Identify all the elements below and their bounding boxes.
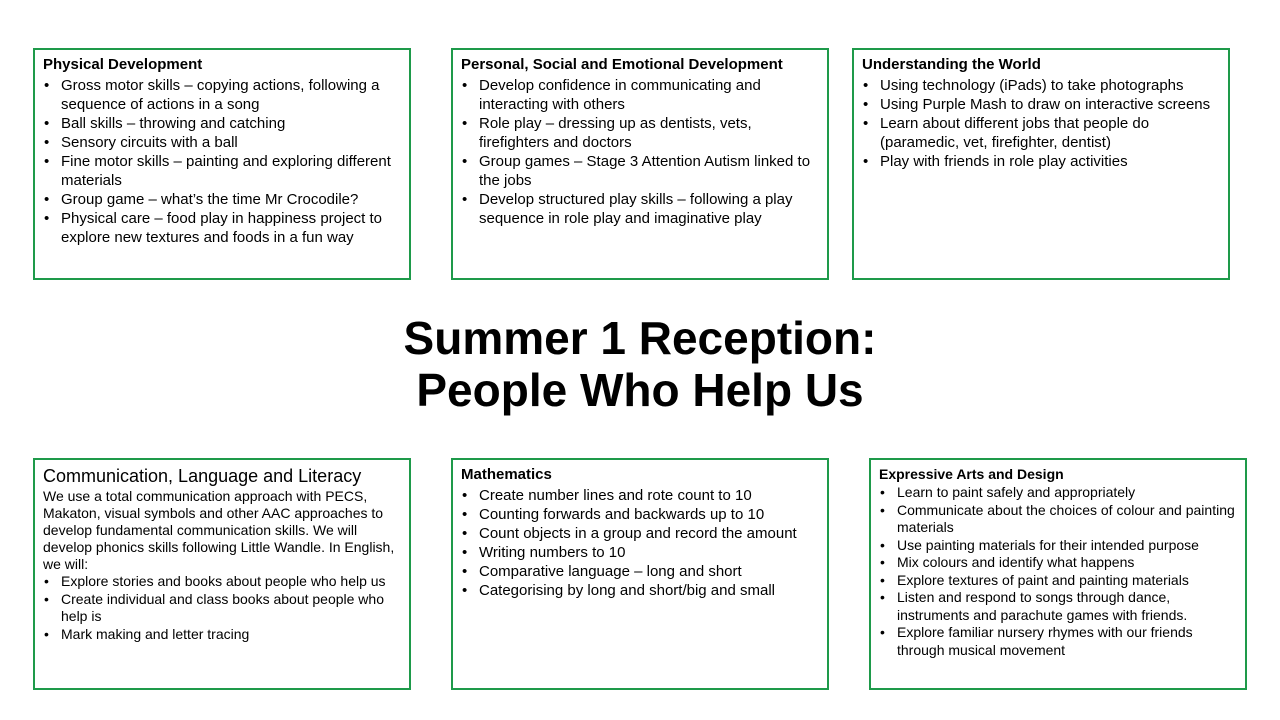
list-item: • Explore textures of paint and painting materials [879,572,1237,590]
list-item: • Create individual and class books about people who help is [43,591,401,626]
list-item: • Using technology (iPads) to take photographs [862,76,1220,95]
list-item: • Learn about different jobs that people do (paramedic, vet, firefighter, dentist) [862,114,1220,152]
physical-development-list [43,76,401,247]
mathematics-box [451,458,829,690]
understanding-world-heading: Understanding the World [862,56,1041,73]
cll-heading: Communication, Language and Literacy [43,466,362,486]
list-item: • Count objects in a group and record the amount [461,524,819,543]
list-item: • Ball skills – throwing and catching [43,114,401,133]
list-item: • Mix colours and identify what happens [879,554,1237,572]
list-item: • Sensory circuits with a ball [43,133,401,152]
mathematics-heading: Mathematics [461,466,552,483]
list-item: • Create number lines and rote count to 10 [461,486,819,505]
list-item: • Fine motor skills – painting and exploring different materials [43,152,401,190]
list-item: • Communicate about the choices of colour and painting materials [879,502,1237,537]
mathematics-list [461,486,819,600]
list-item: • Group game – what’s the time Mr Crocodile? [43,190,401,209]
psed-list [461,76,819,228]
list-item: • Categorising by long and short/big and small [461,581,819,600]
list-item: • Develop structured play skills – following a play sequence in role play and imaginative play [461,190,819,228]
psed-heading: Personal, Social and Emotional Development [461,56,783,73]
cll-list [43,573,401,643]
list-item: • Play with friends in role play activities [862,152,1220,171]
understanding-world-box [852,48,1230,280]
list-item: • Explore familiar nursery rhymes with our friends through musical movement [879,624,1237,659]
physical-development-box [33,48,411,280]
list-item: • Gross motor skills – copying actions, following a sequence of actions in a song [43,76,401,114]
list-item: • Develop confidence in communicating and interacting with others [461,76,819,114]
expressive-arts-design-box [869,458,1247,690]
page-title-line1: Summer 1 Reception: [403,312,877,364]
cll-intro: We use a total communication approach with PECS, Makaton, visual symbols and other AAC approaches to develop fundamental communication skills. We will develop phonics skills following Little Wandle. In English, we will: [43,488,395,572]
list-item: • Comparative language – long and short [461,562,819,581]
list-item: • Learn to paint safely and appropriately [879,484,1237,502]
ead-heading: Expressive Arts and Design [879,466,1064,482]
communication-language-literacy-box [33,458,411,690]
understanding-world-list [862,76,1220,171]
page-title-line2: People Who Help Us [416,364,864,416]
list-item: • Writing numbers to 10 [461,543,819,562]
ead-list [879,484,1237,659]
list-item: • Mark making and letter tracing [43,626,401,644]
page-title [0,312,1280,416]
psed-box [451,48,829,280]
list-item: • Using Purple Mash to draw on interactive screens [862,95,1220,114]
list-item: • Explore stories and books about people who help us [43,573,401,591]
list-item: • Group games – Stage 3 Attention Autism linked to the jobs [461,152,819,190]
physical-development-heading: Physical Development [43,56,203,73]
list-item: • Listen and respond to songs through dance, instruments and parachute games with friends. [879,589,1237,624]
list-item: • Use painting materials for their intended purpose [879,537,1237,555]
list-item: • Role play – dressing up as dentists, vets, firefighters and doctors [461,114,819,152]
list-item: • Physical care – food play in happiness project to explore new textures and foods in a fun way [43,209,401,247]
list-item: • Counting forwards and backwards up to 10 [461,505,819,524]
